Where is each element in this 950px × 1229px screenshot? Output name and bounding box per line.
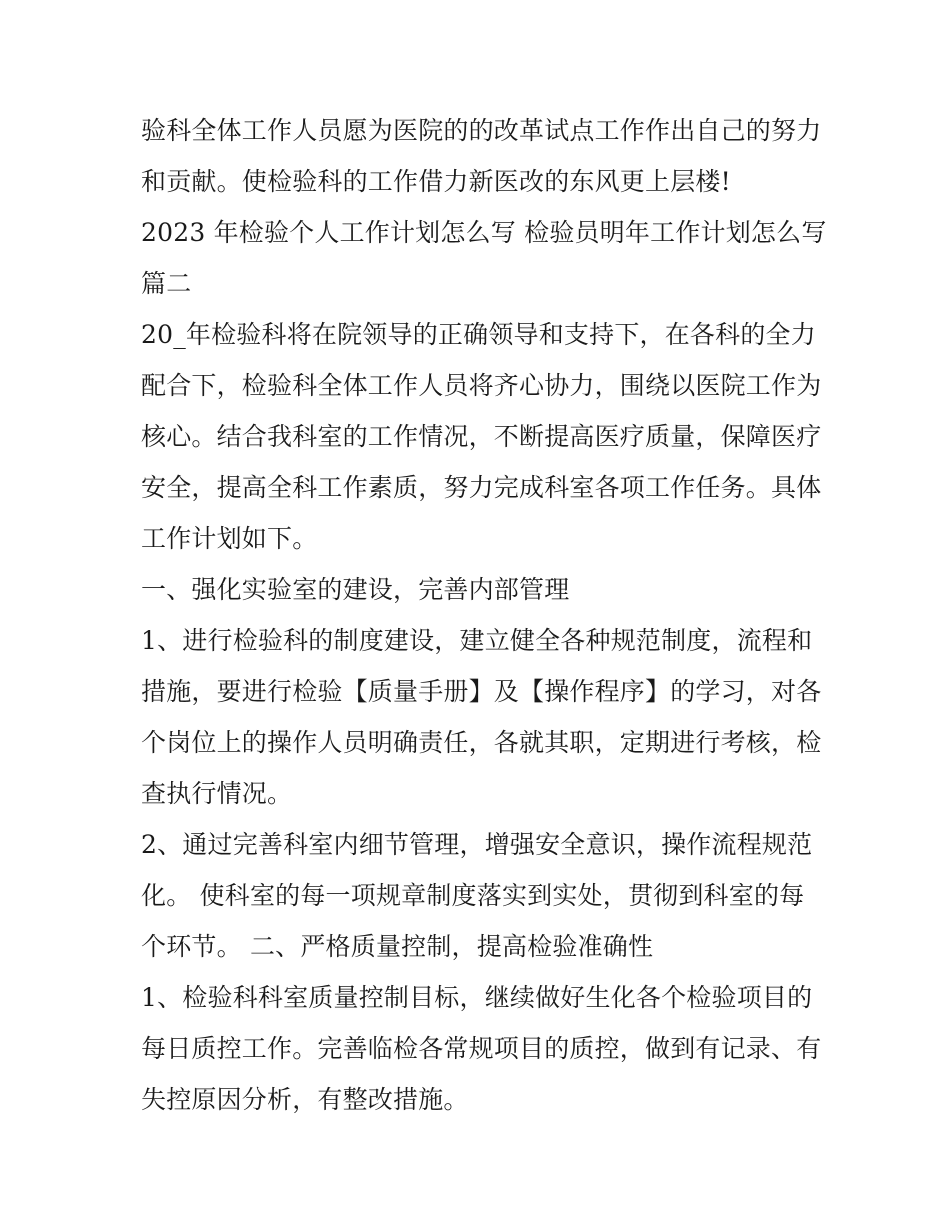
text-line: 验科全体工作人员愿为医院的的改革试点工作作出自己的努力 xyxy=(141,116,822,145)
document-body xyxy=(141,105,827,1125)
text-line: 1、进行检验科的制度建设，建立健全各种规范制度，流程和 xyxy=(141,626,813,655)
text-line: 配合下，检验科全体工作人员将齐心协力，围绕以医院工作为 xyxy=(141,371,822,400)
section-heading: 2023 年检验个人工作计划怎么写 检验员明年工作计划怎么写 xyxy=(141,218,827,247)
text-line: 个环节。 二、严格质量控制，提高检验准确性 xyxy=(141,932,654,961)
text-line: 安全，提高全科工作素质，努力完成科室各项工作任务。具体 xyxy=(141,473,822,502)
text-line: 2、通过完善科室内细节管理，增强安全意识，操作流程规范 xyxy=(141,830,813,859)
text-line: 和贡献。使检验科的工作借力新医改的东风更上层楼! xyxy=(141,167,731,196)
text-line: 查执行情况。 xyxy=(141,779,293,808)
section-heading: 一、强化实验室的建设，完善内部管理 xyxy=(141,575,570,604)
text-line: 失控原因分析，有整改措施。 xyxy=(141,1085,469,1114)
section-heading: 篇二 xyxy=(141,269,192,298)
text-line: 每日质控工作。完善临检各常规项目的质控，做到有记录、有 xyxy=(141,1034,822,1063)
text-line: 20_年检验科将在院领导的正确领导和支持下，在各科的全力 xyxy=(141,320,816,349)
text-line: 工作计划如下。 xyxy=(141,524,318,553)
text-line: 个岗位上的操作人员明确责任，各就其职，定期进行考核，检 xyxy=(141,728,822,757)
text-line: 措施，要进行检验【质量手册】及【操作程序】的学习，对各 xyxy=(141,677,822,706)
text-line: 化。 使科室的每一项规章制度落实到实处，贯彻到科室的每 xyxy=(141,881,805,910)
text-line: 1、检验科科室质量控制目标，继续做好生化各个检验项目的 xyxy=(141,983,813,1012)
text-line: 核心。结合我科室的工作情况，不断提高医疗质量，保障医疗 xyxy=(141,422,822,451)
